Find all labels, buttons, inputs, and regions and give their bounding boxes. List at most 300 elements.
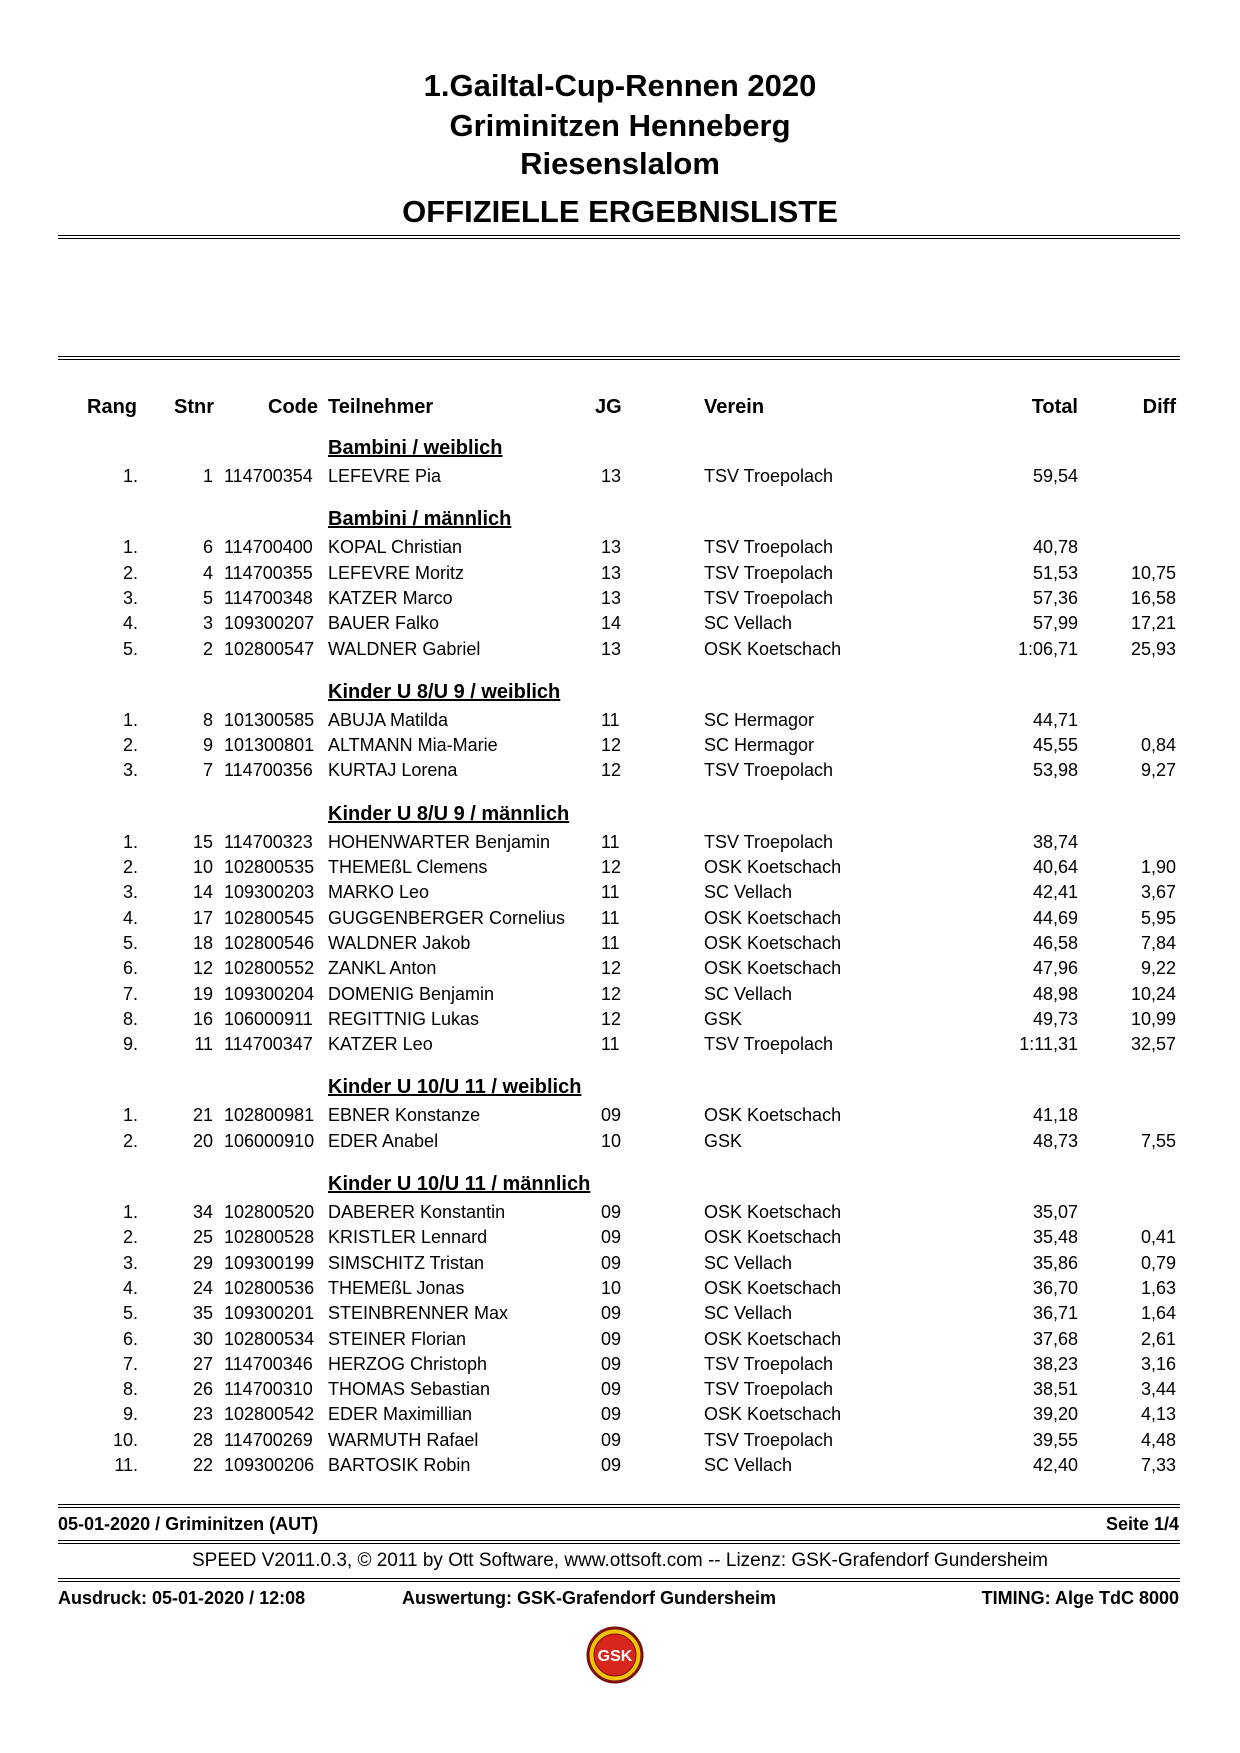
cell-stnr: 29 [192, 1252, 213, 1273]
cell-rang: 5. [122, 932, 138, 953]
cell-club: OSK Koetschach [704, 857, 842, 877]
cell-code: 109300199 [224, 1252, 315, 1273]
cell-diff: 7,55 [1140, 1130, 1176, 1151]
cell-stnr: 21 [192, 1105, 213, 1126]
table-row [0, 1301, 1240, 1325]
header-rang: Rang [87, 396, 137, 418]
cell-stnr: 2 [202, 638, 213, 659]
table-row [0, 1402, 1240, 1426]
cell-stnr: 35 [192, 1303, 213, 1324]
footer-printed: Ausdruck: 05-01-2020 / 12:08 [58, 1588, 306, 1608]
cell-club: TSV Troepolach [704, 760, 834, 781]
cell-name: ALTMANN Mia-Marie [328, 735, 498, 756]
cell-stnr: 17 [192, 907, 213, 928]
cell-club: TSV Troepolach [704, 831, 834, 852]
cell-code: 109300206 [224, 1455, 315, 1475]
cell-diff: 17,21 [1130, 613, 1176, 634]
table-row [0, 586, 1240, 610]
cell-code: 114700346 [224, 1353, 313, 1374]
cell-total: 59,54 [1032, 466, 1078, 486]
footer-evaluation: Auswertung: GSK-Grafendorf Gundersheim [402, 1588, 777, 1608]
cell-total: 44,71 [1032, 709, 1078, 730]
cell-club: OSK Koetschach [704, 1202, 842, 1222]
cell-diff: 10,99 [1130, 1008, 1176, 1029]
cell-total: 48,73 [1032, 1130, 1078, 1151]
table-row [0, 906, 1240, 930]
cell-club: SC Hermagor [704, 735, 815, 756]
cell-stnr: 10 [192, 857, 213, 877]
category-heading: Bambini / weiblich [328, 437, 503, 459]
table-row [0, 931, 1240, 955]
table-row [0, 561, 1240, 585]
cell-jg: 12 [601, 958, 622, 979]
cell-code: 102800546 [224, 932, 315, 953]
cell-stnr: 5 [202, 587, 213, 608]
cell-name: ABUJA Matilda [328, 709, 449, 730]
cell-name: KRISTLER Lennard [328, 1227, 488, 1248]
cell-code: 102800981 [224, 1105, 315, 1126]
cell-jg: 09 [601, 1252, 622, 1273]
cell-jg: 13 [601, 562, 622, 583]
cell-total: 47,96 [1032, 958, 1078, 979]
cell-jg: 12 [601, 857, 622, 877]
footer-timing: TIMING: Alge TdC 8000 [981, 1588, 1179, 1608]
cell-club: TSV Troepolach [704, 1353, 834, 1374]
cell-rang: 2. [122, 857, 138, 877]
event-location: Griminitzen Henneberg [449, 108, 791, 143]
cell-total: 40,78 [1032, 537, 1078, 558]
cell-jg: 11 [601, 709, 620, 730]
cell-rang: 7. [122, 1353, 138, 1374]
cell-total: 39,55 [1032, 1429, 1078, 1450]
cell-diff: 16,58 [1130, 587, 1176, 608]
cell-name: LEFEVRE Pia [328, 466, 442, 486]
cell-rang: 10. [112, 1429, 138, 1450]
cell-code: 109300203 [224, 882, 315, 903]
cell-name: THEMEßL Jonas [328, 1277, 465, 1298]
cell-club: TSV Troepolach [704, 537, 834, 558]
cell-club: TSV Troepolach [704, 587, 834, 608]
cell-jg: 12 [601, 1008, 622, 1029]
divider [58, 1540, 1180, 1544]
divider [58, 356, 1180, 360]
cell-rang: 4. [122, 1277, 138, 1298]
cell-code: 109300207 [224, 613, 315, 634]
event-discipline: Riesenslalom [520, 146, 720, 181]
cell-stnr: 1 [202, 466, 213, 486]
cell-jg: 09 [601, 1404, 622, 1425]
category-heading: Kinder U 10/U 11 / weiblich [328, 1076, 582, 1099]
cell-jg: 09 [601, 1105, 622, 1126]
cell-diff: 1,90 [1140, 857, 1176, 877]
table-row [0, 535, 1240, 559]
footer-software: SPEED V2011.0.3, © 2011 by Ott Software, www.ottsoft.com -- Lizenz: GSK-Grafendorf Gundersheim [191, 1550, 1048, 1571]
cell-jg: 11 [601, 1034, 620, 1055]
cell-total: 38,51 [1032, 1379, 1078, 1400]
table-row [0, 1377, 1240, 1401]
cell-total: 37,68 [1032, 1328, 1078, 1349]
cell-name: KURTAJ Lorena [328, 760, 458, 781]
cell-name: THOMAS Sebastian [328, 1379, 491, 1400]
gsk-logo [585, 1625, 645, 1685]
cell-club: OSK Koetschach [704, 638, 842, 659]
cell-rang: 4. [122, 907, 138, 928]
cell-stnr: 25 [192, 1227, 213, 1248]
cell-rang: 5. [122, 638, 138, 659]
cell-club: TSV Troepolach [704, 562, 834, 583]
cell-club: OSK Koetschach [704, 932, 842, 953]
cell-rang: 2. [122, 1227, 138, 1248]
header-teilnehmer: Teilnehmer [328, 396, 434, 418]
cell-stnr: 7 [202, 760, 213, 781]
cell-jg: 09 [601, 1227, 622, 1248]
table-row [0, 708, 1240, 732]
cell-name: DABERER Konstantin [328, 1202, 506, 1222]
cell-club: OSK Koetschach [704, 1227, 842, 1248]
cell-name: KATZER Leo [328, 1034, 433, 1055]
cell-code: 114700354 [224, 466, 313, 486]
cell-diff: 7,33 [1140, 1455, 1176, 1475]
table-row [0, 956, 1240, 980]
cell-total: 57,36 [1032, 587, 1078, 608]
cell-total: 40,64 [1032, 857, 1078, 877]
cell-code: 102800542 [224, 1404, 315, 1425]
cell-diff: 2,61 [1140, 1328, 1176, 1349]
cell-rang: 6. [122, 958, 138, 979]
cell-total: 35,86 [1032, 1252, 1078, 1273]
cell-code: 106000910 [224, 1130, 315, 1151]
cell-diff: 7,84 [1140, 932, 1176, 953]
table-row [0, 758, 1240, 782]
cell-total: 36,70 [1032, 1277, 1078, 1298]
cell-total: 48,98 [1032, 983, 1078, 1004]
cell-diff: 0,84 [1140, 735, 1176, 756]
cell-rang: 1. [122, 1105, 138, 1126]
cell-jg: 11 [601, 932, 620, 953]
category-heading: Kinder U 8/U 9 / männlich [328, 802, 570, 825]
cell-rang: 1. [122, 1202, 138, 1222]
cell-code: 106000911 [224, 1008, 313, 1029]
table-row [0, 1251, 1240, 1275]
table-row [0, 982, 1240, 1006]
cell-code: 114700400 [224, 537, 313, 558]
cell-diff: 1,63 [1140, 1277, 1176, 1298]
table-row [0, 855, 1240, 879]
cell-stnr: 20 [192, 1130, 213, 1151]
cell-diff: 0,41 [1140, 1227, 1176, 1248]
logo-text: GSK [597, 1648, 633, 1665]
cell-stnr: 34 [192, 1202, 213, 1222]
cell-jg: 13 [601, 638, 622, 659]
cell-name: ZANKL Anton [328, 958, 437, 979]
cell-total: 38,23 [1032, 1353, 1078, 1374]
cell-club: TSV Troepolach [704, 466, 834, 486]
cell-rang: 5. [122, 1303, 138, 1324]
category-heading: Bambini / männlich [328, 508, 512, 531]
cell-name: REGITTNIG Lukas [328, 1008, 480, 1029]
cell-stnr: 16 [192, 1008, 213, 1029]
table-row [0, 1352, 1240, 1376]
cell-rang: 4. [122, 613, 138, 634]
table-row [0, 1428, 1240, 1452]
table-row [0, 611, 1240, 635]
cell-name: GUGGENBERGER Cornelius [328, 907, 566, 928]
cell-code: 101300801 [224, 735, 315, 756]
cell-total: 1:11,31 [1019, 1034, 1078, 1055]
cell-jg: 09 [601, 1328, 622, 1349]
cell-total: 49,73 [1032, 1008, 1078, 1029]
footer-date-place: 05-01-2020 / Griminitzen (AUT) [58, 1514, 319, 1534]
cell-name: EDER Maximillian [328, 1404, 473, 1425]
cell-club: OSK Koetschach [704, 1404, 842, 1425]
cell-diff: 32,57 [1130, 1034, 1176, 1055]
cell-code: 102800535 [224, 857, 315, 877]
cell-club: OSK Koetschach [704, 1277, 842, 1298]
cell-rang: 8. [122, 1008, 138, 1029]
header-jg: JG [595, 396, 622, 418]
cell-diff: 9,27 [1140, 760, 1176, 781]
header-stnr: Stnr [174, 396, 214, 418]
cell-diff: 0,79 [1140, 1252, 1176, 1273]
cell-rang: 3. [122, 882, 138, 903]
cell-total: 1:06,71 [1017, 638, 1078, 659]
cell-jg: 13 [601, 587, 622, 608]
cell-rang: 9. [122, 1034, 138, 1055]
cell-total: 57,99 [1032, 613, 1078, 634]
cell-stnr: 12 [192, 958, 213, 979]
cell-diff: 4,48 [1140, 1429, 1176, 1450]
table-row [0, 880, 1240, 904]
table-row [0, 1007, 1240, 1031]
table-row [0, 1032, 1240, 1056]
cell-jg: 14 [601, 613, 622, 634]
cell-rang: 7. [122, 983, 138, 1004]
category-heading: Kinder U 10/U 11 / männlich [328, 1173, 591, 1195]
cell-name: KATZER Marco [328, 587, 453, 608]
cell-name: THEMEßL Clemens [328, 857, 488, 877]
cell-total: 46,58 [1032, 932, 1078, 953]
cell-club: OSK Koetschach [704, 958, 842, 979]
event-title: 1.Gailtal-Cup-Rennen 2020 [423, 68, 817, 103]
cell-total: 39,20 [1032, 1404, 1078, 1425]
cell-name: HOHENWARTER Benjamin [328, 831, 551, 852]
cell-name: WARMUTH Rafael [328, 1429, 479, 1450]
cell-club: SC Vellach [704, 1455, 793, 1475]
cell-club: TSV Troepolach [704, 1429, 834, 1450]
cell-stnr: 15 [192, 831, 213, 852]
cell-jg: 10 [601, 1130, 622, 1151]
cell-name: WALDNER Gabriel [328, 638, 481, 659]
cell-stnr: 3 [202, 613, 213, 634]
cell-jg: 12 [601, 735, 622, 756]
cell-diff: 5,95 [1140, 907, 1176, 928]
cell-code: 101300585 [224, 709, 315, 730]
cell-rang: 1. [122, 709, 138, 730]
cell-jg: 11 [601, 882, 620, 903]
cell-stnr: 28 [192, 1429, 213, 1450]
cell-total: 42,41 [1032, 882, 1078, 903]
cell-name: MARKO Leo [328, 882, 430, 903]
cell-rang: 6. [122, 1328, 138, 1349]
cell-club: SC Hermagor [704, 709, 815, 730]
cell-rang: 1. [122, 537, 138, 558]
cell-diff: 4,13 [1140, 1404, 1176, 1425]
cell-code: 114700323 [224, 831, 313, 852]
cell-jg: 11 [601, 907, 620, 928]
cell-name: LEFEVRE Moritz [328, 562, 465, 583]
cell-total: 38,74 [1032, 831, 1078, 852]
cell-total: 44,69 [1032, 907, 1078, 928]
table-row [0, 1200, 1240, 1224]
cell-name: STEINBRENNER Max [328, 1303, 509, 1324]
cell-jg: 13 [601, 537, 622, 558]
cell-stnr: 18 [192, 932, 213, 953]
cell-total: 42,40 [1032, 1455, 1078, 1475]
cell-code: 114700347 [224, 1034, 313, 1055]
table-row [0, 464, 1240, 488]
header-diff: Diff [1142, 396, 1176, 418]
cell-diff: 3,16 [1140, 1353, 1176, 1374]
header-verein: Verein [704, 396, 765, 418]
table-row [0, 1276, 1240, 1300]
cell-diff: 25,93 [1130, 638, 1176, 659]
cell-club: SC Vellach [704, 882, 793, 903]
cell-club: TSV Troepolach [704, 1034, 834, 1055]
cell-rang: 3. [122, 587, 138, 608]
cell-name: SIMSCHITZ Tristan [328, 1252, 485, 1273]
divider [58, 1504, 1180, 1508]
cell-stnr: 23 [192, 1404, 213, 1425]
cell-code: 114700310 [224, 1379, 313, 1400]
cell-rang: 1. [122, 831, 138, 852]
cell-code: 114700356 [224, 760, 313, 781]
cell-total: 45,55 [1032, 735, 1078, 756]
cell-total: 35,07 [1032, 1202, 1078, 1222]
cell-code: 102800528 [224, 1227, 315, 1248]
cell-jg: 09 [601, 1353, 622, 1374]
footer-page: Seite 1/4 [1105, 1514, 1179, 1534]
cell-name: WALDNER Jakob [328, 932, 471, 953]
cell-code: 102800545 [224, 907, 315, 928]
cell-club: GSK [704, 1008, 743, 1029]
cell-club: SC Vellach [704, 1303, 793, 1324]
cell-stnr: 6 [202, 537, 213, 558]
cell-rang: 9. [122, 1404, 138, 1425]
divider [58, 1578, 1180, 1582]
cell-code: 114700348 [224, 587, 313, 608]
cell-stnr: 22 [192, 1455, 213, 1475]
cell-diff: 3,67 [1140, 882, 1176, 903]
cell-stnr: 24 [192, 1277, 213, 1298]
cell-name: EDER Anabel [328, 1130, 439, 1151]
category-heading: Kinder U 8/U 9 / weiblich [328, 680, 561, 703]
header-total: Total [1031, 396, 1078, 418]
cell-club: TSV Troepolach [704, 1379, 834, 1400]
cell-jg: 09 [601, 1202, 622, 1222]
cell-code: 114700269 [224, 1429, 313, 1450]
table-row [0, 637, 1240, 661]
cell-jg: 11 [601, 831, 620, 852]
cell-stnr: 8 [202, 709, 213, 730]
cell-diff: 9,22 [1140, 958, 1176, 979]
cell-jg: 09 [601, 1429, 622, 1450]
cell-name: STEINER Florian [328, 1328, 467, 1349]
cell-stnr: 9 [202, 735, 213, 756]
table-row [0, 1225, 1240, 1249]
cell-jg: 09 [601, 1455, 622, 1475]
cell-stnr: 19 [192, 983, 213, 1004]
cell-jg: 12 [601, 760, 622, 781]
cell-rang: 3. [122, 1252, 138, 1273]
cell-jg: 13 [601, 466, 622, 486]
cell-stnr: 26 [192, 1379, 213, 1400]
cell-club: SC Vellach [704, 613, 793, 634]
cell-name: EBNER Konstanze [328, 1105, 481, 1126]
cell-diff: 10,75 [1130, 562, 1176, 583]
cell-total: 51,53 [1032, 562, 1078, 583]
divider [58, 235, 1180, 239]
cell-rang: 2. [122, 562, 138, 583]
cell-code: 102800520 [224, 1202, 315, 1222]
cell-code: 109300201 [224, 1303, 315, 1324]
cell-code: 102800534 [224, 1328, 315, 1349]
cell-total: 53,98 [1032, 760, 1078, 781]
cell-club: SC Vellach [704, 983, 793, 1004]
table-row [0, 1129, 1240, 1153]
cell-rang: 1. [122, 466, 138, 486]
cell-jg: 09 [601, 1379, 622, 1400]
cell-stnr: 14 [192, 882, 213, 903]
cell-rang: 3. [122, 760, 138, 781]
cell-club: OSK Koetschach [704, 907, 842, 928]
cell-club: SC Vellach [704, 1252, 793, 1273]
cell-rang: 2. [122, 735, 138, 756]
cell-diff: 3,44 [1140, 1379, 1176, 1400]
cell-total: 35,48 [1032, 1227, 1078, 1248]
cell-name: BARTOSIK Robin [328, 1455, 471, 1475]
table-row [0, 1453, 1240, 1477]
cell-diff: 1,64 [1140, 1303, 1176, 1324]
cell-name: HERZOG Christoph [328, 1353, 488, 1374]
cell-name: KOPAL Christian [328, 537, 463, 558]
table-row [0, 1103, 1240, 1127]
cell-code: 102800536 [224, 1277, 315, 1298]
cell-diff: 10,24 [1130, 983, 1176, 1004]
cell-code: 102800547 [224, 638, 315, 659]
cell-jg: 12 [601, 983, 622, 1004]
cell-name: BAUER Falko [328, 613, 440, 634]
cell-jg: 10 [601, 1277, 622, 1298]
cell-stnr: 30 [192, 1328, 213, 1349]
cell-rang: 11. [114, 1455, 138, 1475]
cell-stnr: 27 [192, 1353, 213, 1374]
cell-club: GSK [704, 1130, 743, 1151]
document-title: OFFIZIELLE ERGEBNISLISTE [402, 194, 838, 229]
cell-total: 36,71 [1032, 1303, 1078, 1324]
table-row [0, 830, 1240, 854]
cell-rang: 2. [122, 1130, 138, 1151]
cell-total: 41,18 [1032, 1105, 1078, 1126]
table-row [0, 733, 1240, 757]
cell-stnr: 11 [194, 1034, 213, 1055]
table-row [0, 1327, 1240, 1351]
cell-jg: 09 [601, 1303, 622, 1324]
cell-code: 114700355 [224, 562, 313, 583]
cell-stnr: 4 [202, 562, 213, 583]
cell-club: OSK Koetschach [704, 1105, 842, 1126]
cell-code: 102800552 [224, 958, 315, 979]
cell-code: 109300204 [224, 983, 315, 1004]
